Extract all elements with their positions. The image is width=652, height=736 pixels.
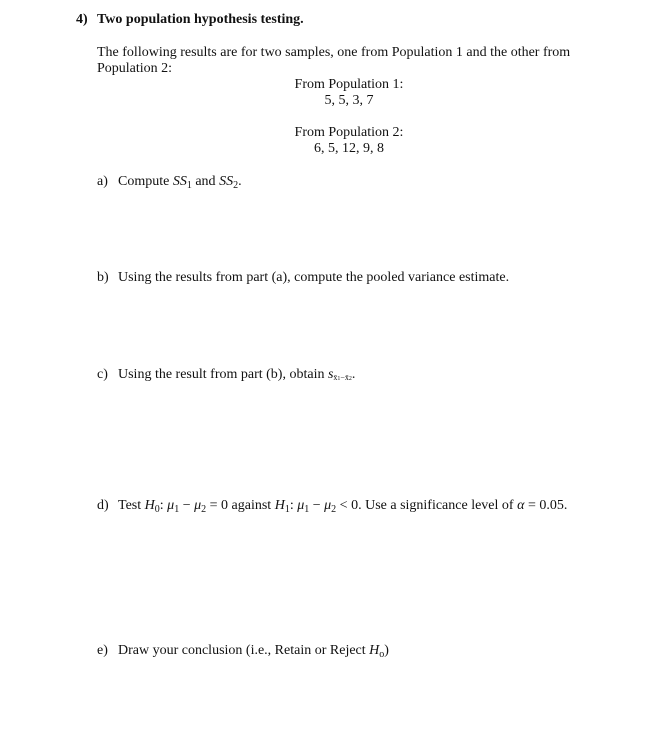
ss2-symbol: $SS_2$: [219, 174, 239, 191]
null-hypothesis: $H_0$: $\mu_1 - \mu_2 = 0$: [144, 498, 229, 515]
ss1-symbol: $SS_1$: [172, 174, 192, 191]
population-1-label: From Population 1:: [294, 77, 404, 92]
part-e-marker: e): [97, 643, 108, 658]
part-b-marker: b): [97, 270, 109, 285]
problem-number: 4): [76, 12, 88, 27]
part-c-marker: c): [97, 367, 108, 382]
standard-error-symbol: sx̄1−x̄2: [327, 367, 352, 382]
part-c-question: Using the result from part (b), obtain sx̄1−x̄2.: [118, 367, 356, 382]
problem-title: Two population hypothesis testing.: [97, 12, 304, 27]
part-d-marker: d): [97, 498, 109, 513]
intro-line-2: Population 2:: [97, 61, 173, 76]
population-2-label: From Population 2:: [294, 125, 404, 140]
alpha-value: 0.05: [539, 498, 564, 513]
intro-line-1: The following results are for two samples, one from Population 1 and the other from: [97, 45, 571, 60]
population-1-values: 5, 5, 3, 7: [324, 93, 374, 108]
alpha-symbol: α: [517, 498, 525, 513]
part-e-question: Draw your conclusion (i.e., Retain or Reject $H_o$): [118, 643, 389, 660]
part-a-marker: a): [97, 174, 108, 189]
part-a-question: Compute $SS_1$ and $SS_2$.: [118, 174, 242, 191]
part-b-question: Using the results from part (a), compute the pooled variance estimate.: [118, 270, 510, 285]
part-d-question: Test $H_0$: $\mu_1 - \mu_2 = 0$ against $H_1$: $\mu_1 - \mu_2 < 0$. Use a significance level of α = 0.05.: [118, 498, 568, 515]
alternative-hypothesis: $H_1$: $\mu_1 - \mu_2 < 0$: [274, 498, 359, 515]
population-2-values: 6, 5, 12, 9, 8: [314, 141, 384, 156]
h0-symbol: $H_o$: [369, 643, 385, 660]
